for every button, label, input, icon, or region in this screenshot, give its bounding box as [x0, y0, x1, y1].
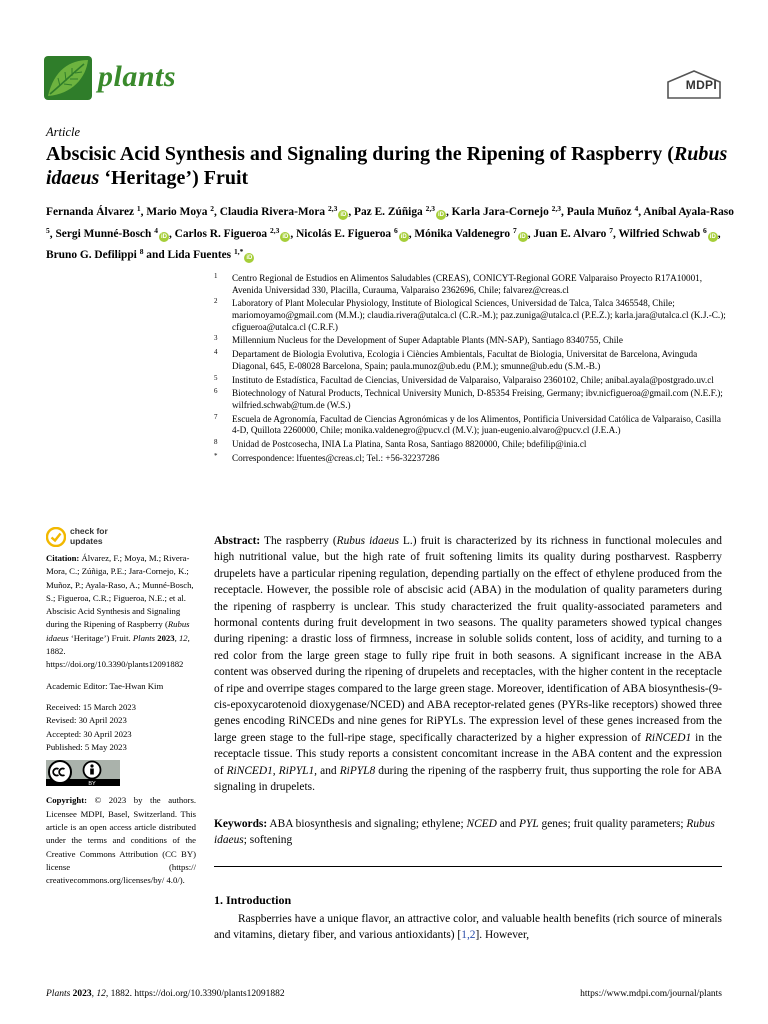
abstract: Abstract: The raspberry (Rubus idaeus L.) fruit is characterized by its richness in functional molecules and high nutritional value, but the high rate of fruit softening limits its quality during postharvest. Raspberry drupelets have a particular ripening regulation, depending partially on the effect of ethylene produced from the receptacle. However, the possible role of abscisic acid (ABA) in the modulation of quality parameters during the ripening of raspberry is unclear. This study characterized the fruit quality-associated parameters and hormonal contents during fruit development in two seasons. The quality parameters showed typical changes during ripening: a drastic loss of firmness, increase in soluble solids content, loss of acidity, and turning to a red color from the large green stage to fully ripe fruit in both seasons. A significant increase in the ABA content was observed during the ripening of drupelets and receptacles, with the higher content in the receptacle of ripe and overripe stages compared to the large green stage. Moreover, identification of ABA biosynthesis-(9-cis-epoxycarotenoid dioxygenase/NCED) and ABA receptor-related genes (PYRs-like receptors) showed three genes encoding RiNCEDs and nine genes for RiPYLs. The expression level of these genes increased from the large green stage to the full-ripe stage, specifically characterized by a higher expression of RiNCED1 in the receptacle tissue. This study reports a consistent concomitant increase in the ABA content and the expression of RiNCED1, RiPYL1, and RiPYL8 during the ripening of the raspberry fruit, thus supporting the role for ABA signaling in drupelets.: [214, 535, 722, 794]
affiliation-number: 4: [214, 348, 218, 357]
affiliation-number: 5: [214, 373, 218, 382]
affiliation-number: 6: [214, 387, 218, 396]
author-separator: ,: [168, 227, 175, 240]
affiliation-item: [210, 375, 730, 387]
affiliation-text: Millennium Nucleus for the Development of Super Adaptable Plants (MN-SAP), Santiago 8340755, Chile: [232, 335, 623, 346]
article-title: Abscisic Acid Synthesis and Signaling during the Ripening of Raspberry (Rubus idaeus ‘Heritage’) Fruit: [46, 143, 728, 189]
author-entry: [55, 225, 175, 240]
author-name: Mónika Valdenegro: [414, 227, 511, 240]
author-name: Claudia Rivera-Mora: [219, 206, 326, 218]
reference-link-2[interactable]: 2: [469, 929, 476, 942]
reference-link-1[interactable]: 1: [461, 929, 467, 942]
affiliation-item: [210, 349, 730, 372]
affiliation-number: 8: [214, 438, 218, 447]
author-entry: [146, 206, 219, 218]
author-separator: ,: [408, 227, 415, 240]
published-date: Published: 5 May 2023: [46, 741, 127, 752]
author-separator: ,: [612, 227, 619, 240]
author-name: Juan E. Alvaro: [533, 227, 607, 240]
affiliation-text: Escuela de Agronomía, Facultad de Ciencias Agronómicas y de los Alimentos, Pontificia Universidad Católica de Valparaiso, Casilla 4-D, Quillota 2260000, Chile; monika.valdenegro@pucv.cl (M.V.); juan-eugenio.alvaro@pucv.cl (J.E.A.): [232, 413, 721, 436]
affiliation-number: 7: [214, 412, 218, 421]
orcid-icon[interactable]: iD: [709, 233, 716, 240]
author-affiliation-marker: 1,*: [233, 247, 244, 256]
orcid-icon[interactable]: iD: [160, 233, 167, 240]
author-entry: [618, 225, 721, 240]
author-separator: and: [143, 249, 168, 261]
affiliation-item: [210, 414, 730, 437]
author-affiliation-marker: 2,3: [551, 204, 562, 213]
orcid-icon[interactable]: iD: [246, 255, 253, 261]
author-name: Fernanda Álvarez: [46, 206, 135, 218]
author-separator: ,: [445, 206, 452, 218]
author-separator: ,: [561, 206, 567, 218]
author-affiliation-marker: 2,3: [425, 204, 435, 213]
author-name: Lida Fuentes: [167, 249, 232, 261]
author-entry: [168, 249, 255, 261]
author-entry: [452, 206, 567, 218]
affiliation-text: Instituto de Estadística, Facultad de Ciencias, Universidad de Valparaiso, Valparaiso 2360102, Chile; anibal.ayala@postgrado.uv.cl: [232, 374, 714, 385]
check-for-updates-icon: [46, 527, 66, 547]
affiliation-item: [210, 439, 730, 451]
author-separator: ,: [527, 227, 534, 240]
affiliation-number: 2: [214, 297, 218, 306]
author-separator: ,: [348, 206, 355, 218]
publisher-name: MDPI: [685, 78, 717, 92]
author-affiliation-marker: 2: [210, 204, 215, 213]
author-entry: [220, 206, 354, 218]
footer-journal-url[interactable]: https://www.mdpi.com/journal/plants: [580, 989, 722, 999]
plants-leaf-logo-icon: [44, 56, 92, 100]
affiliation-text: Laboratory of Plant Molecular Physiology, Institute of Biological Sciences, Universidad de Talca, Talca 3465548, Chile; mariomoyamo@gmail.com (M.M.); claudia.rivera@utalca.cl (C.R.-M.); paz.zuniga@utalca.cl (P.E.Z.); karla.jara@utalca.cl (K.J.-C.); cfigueroa@utalca.cl (C.R.F.): [232, 298, 726, 332]
citation: Citation: Álvarez, F.; Moya, M.; Rivera-Mora, C.; Zúñiga, P.E.; Jara-Cornejo, K.; Muñoz, P.; Ayala-Raso, A.; Munné-Bosch, S.; Figueroa, C.R.; Figueroa, N.E.; et al. Abscisic Acid Synthesis and Signaling during the Ripening of Raspberry (Rubus idaeus ‘Heritage’) Fruit. Plants 2023, 12, 1882. https://doi.org/10.3390/plants12091882: [46, 553, 194, 670]
keywords: Keywords: ABA biosynthesis and signaling; ethylene; NCED and PYL genes; fruit quality parameters; Rubus idaeus; softening: [214, 818, 715, 847]
academic-editor: Academic Editor: Tae-Hwan Kim: [46, 680, 164, 691]
author-affiliation-marker: 6: [703, 225, 707, 235]
affiliation-text: Biotechnology of Natural Products, Technical University Munich, D-85354 Freising, Germany; ibv.nicfigueroa@gmail.com (N.E.F.); wilfried.schwab@tum.de (W.S.): [232, 388, 723, 410]
author-name: Karla Jara-Cornejo: [451, 206, 549, 218]
author-name: Bruno G. Defilippi: [46, 249, 137, 261]
author-separator: ,: [638, 206, 644, 218]
check-for-updates-label: check for updates: [70, 526, 108, 546]
author-entry: [533, 225, 619, 240]
affiliation-item: [210, 273, 730, 296]
affiliation-number: 3: [214, 334, 218, 343]
svg-text:BY: BY: [88, 781, 96, 787]
author-name: Wilfried Schwab: [618, 227, 701, 240]
journal-name: plants: [98, 60, 177, 93]
author-separator: ,: [49, 227, 56, 240]
section-divider: [214, 866, 722, 867]
cc-by-license-icon[interactable]: [46, 760, 120, 786]
footer-citation: Plants 2023, 12, 1882. https://doi.org/10.3390/plants12091882: [46, 989, 285, 999]
affiliation-item: [210, 298, 730, 333]
affiliation-text: Centro Regional de Estudios en Alimentos Saludables (CREAS), CONICYT-Regional GORE Valparaiso Proyecto R17A10001, Avenida Universidad 330, Placilla, Curauma, Valparaiso 2362696, Chile; falvarez@creas.cl: [232, 273, 703, 295]
author-entry: [46, 249, 168, 261]
author-affiliation-marker: 2,3: [327, 204, 338, 213]
author-name: Paz E. Zúñiga: [354, 206, 423, 218]
author-affiliation-marker: 4: [154, 225, 158, 235]
author-affiliation-marker: 8: [139, 247, 144, 256]
affiliation-item: [210, 453, 730, 465]
author-separator: ,: [140, 206, 147, 218]
author-separator: ,: [717, 227, 721, 240]
check-for-updates-badge[interactable]: [46, 526, 196, 548]
author-name: Nicolás E. Figueroa: [296, 227, 392, 240]
orcid-icon[interactable]: iD: [519, 233, 526, 240]
author-affiliation-marker: 4: [634, 204, 639, 213]
affiliation-list: [210, 273, 730, 467]
author-affiliation-marker: 7: [609, 225, 613, 235]
author-name: Sergi Munné-Bosch: [55, 227, 152, 240]
author-entry: [567, 206, 644, 218]
author-separator: ,: [214, 206, 220, 218]
article-type: Article: [46, 125, 81, 139]
copyright-notice: Copyright: © 2023 by the authors. Licensee MDPI, Basel, Switzerland. This article is an open access article distributed under the terms and conditions of the Creative Commons Attribution (CC BY) license (https:// creativecommons.org/licenses/by/ 4.0/).: [46, 795, 196, 886]
accepted-date: Accepted: 30 April 2023: [46, 728, 132, 739]
introduction-paragraph: Raspberries have a unique flavor, an attractive color, and valuable health benefits (rich source of minerals and vitamins, dietary fiber, and various antioxidants) [1,2]. However,: [214, 913, 722, 942]
orcid-icon[interactable]: iD: [340, 212, 347, 218]
orcid-icon[interactable]: iD: [282, 233, 289, 240]
author-affiliation-marker: 5: [46, 225, 50, 235]
author-separator: ,: [290, 227, 297, 240]
author-entry: [46, 206, 146, 218]
affiliation-text: Correspondence: lfuentes@creas.cl; Tel.: +56-32237286: [232, 452, 440, 463]
author-name: Aníbal Ayala-Raso: [643, 206, 734, 218]
orcid-icon[interactable]: iD: [400, 233, 407, 240]
author-entry: [354, 206, 452, 218]
affiliation-number: *: [214, 451, 218, 460]
author-affiliation-marker: 2,3: [270, 225, 280, 235]
section-heading-introduction: 1. Introduction: [214, 893, 292, 907]
affiliation-text: Departament de Biologia Evolutiva, Ecologia i Ciències Ambientals, Facultat de Biologia, Universitat de Barcelona, Avinguda Diagonal, 645, E-08028 Barcelona, Spain; paula.munoz@ub.edu (P.M.); smunne@ub.edu (S.M.-B.): [232, 349, 698, 371]
author-name: Paula Muñoz: [566, 206, 632, 218]
author-affiliation-marker: 7: [512, 225, 517, 235]
author-affiliation-marker: 6: [393, 225, 398, 235]
author-name: Mario Moya: [146, 206, 208, 218]
received-date: Received: 15 March 2023: [46, 701, 136, 712]
affiliation-item: [210, 388, 730, 411]
affiliation-number: 1: [214, 272, 218, 280]
page-header: [44, 56, 724, 106]
affiliation-text: Unidad de Postcosecha, INIA La Platina, Santa Rosa, Santiago 8820000, Chile; bdefilip@inia.cl: [232, 439, 587, 450]
orcid-icon[interactable]: iD: [437, 212, 444, 218]
revised-date: Revised: 30 April 2023: [46, 715, 127, 726]
author-entry: [174, 225, 297, 240]
author-name: Carlos R. Figueroa: [174, 227, 268, 240]
author-entry: [296, 225, 415, 240]
author-affiliation-marker: 1: [136, 204, 141, 213]
author-entry: [414, 225, 534, 240]
author-list: [46, 200, 736, 265]
article-sidebar: [46, 526, 196, 896]
affiliation-item: [210, 335, 730, 347]
